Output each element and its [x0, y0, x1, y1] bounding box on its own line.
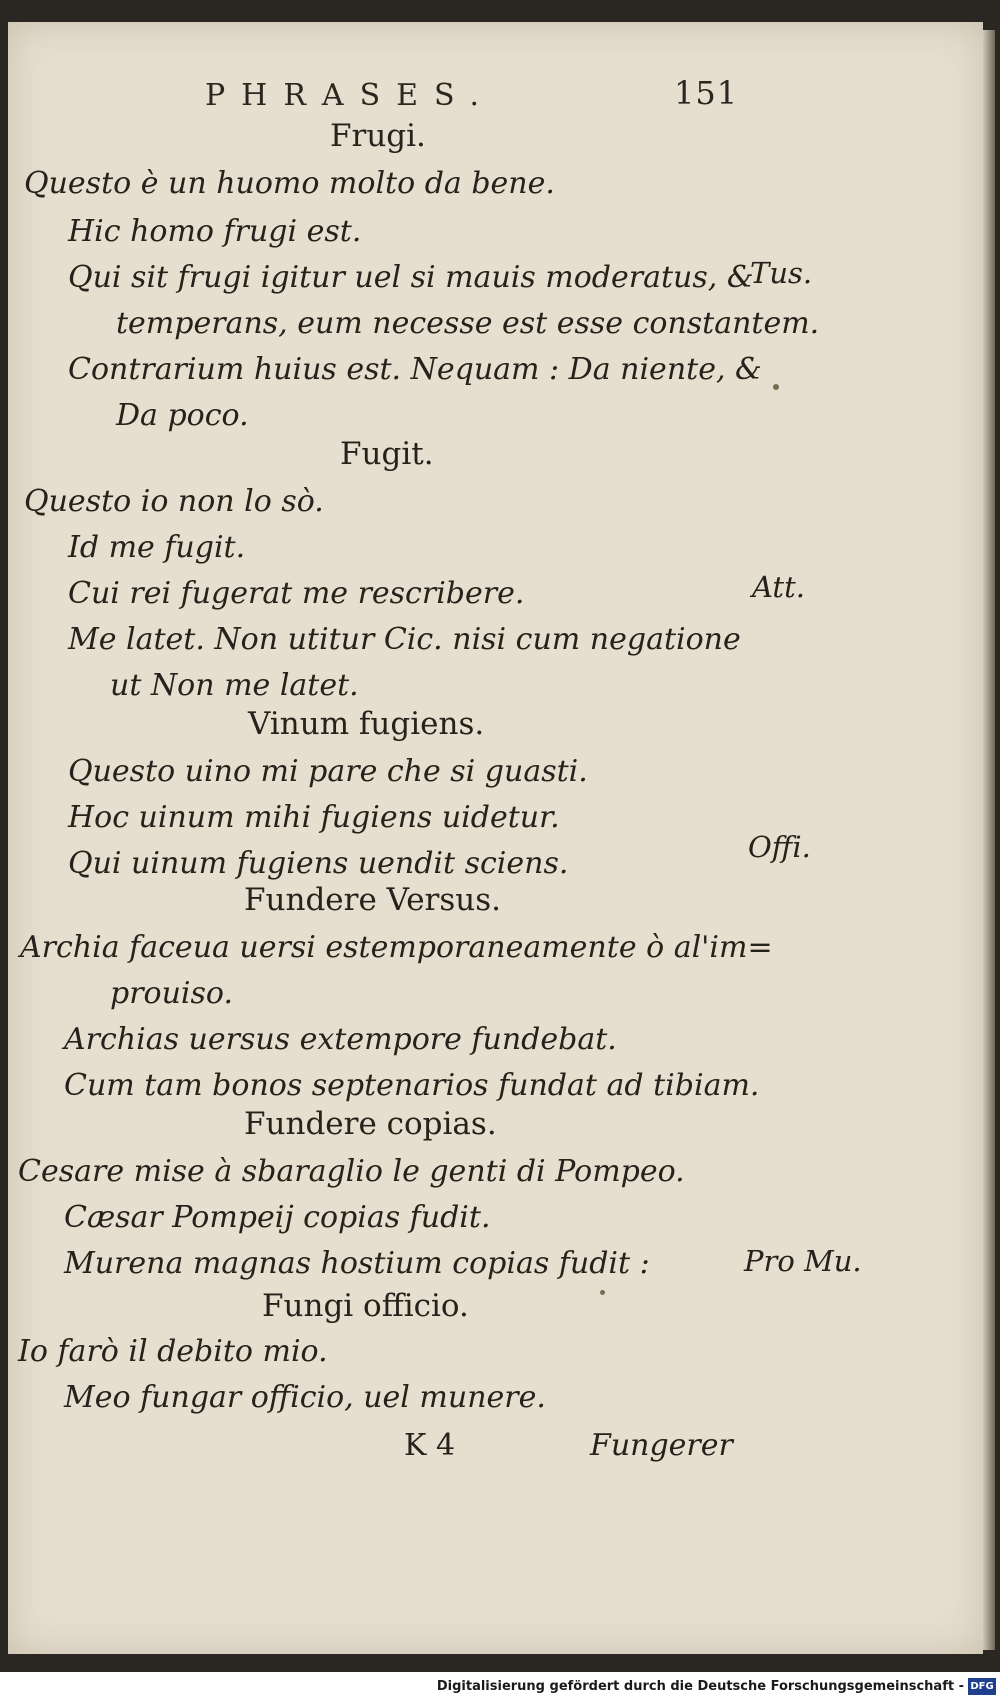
entry-line: prouiso. — [110, 976, 233, 1011]
digitization-credit: Digitalisierung gefördert durch die Deutsche Forschungsgemeinschaft - — [436, 1679, 964, 1694]
signature-mark: K 4 — [404, 1428, 456, 1463]
margin-reference: Offi. — [748, 830, 811, 864]
entry-line: Archia faceua uersi estemporaneamente ò al'im= — [20, 930, 773, 965]
entry-line: ut Non me latet. — [110, 668, 359, 703]
dfg-logo: DFG — [968, 1678, 996, 1695]
entry-line: Hic homo frugi est. — [68, 214, 362, 249]
entry-line: Meo fungar officio, uel munere. — [64, 1380, 546, 1415]
margin-reference: Att. — [752, 570, 805, 604]
entry-line: Cæsar Pompeij copias fudit. — [64, 1200, 491, 1235]
running-title: PHRASES. — [205, 78, 496, 113]
entry-line: temperans, eum necesse est esse constantem. — [116, 306, 820, 341]
entry-line: Murena magnas hostium copias fudit : — [64, 1246, 650, 1281]
entry-heading: Frugi. — [330, 118, 426, 154]
entry-heading: Fugit. — [340, 436, 434, 472]
ink-speck — [773, 384, 779, 390]
entry-line: Qui uinum fugiens uendit sciens. — [68, 846, 569, 881]
margin-reference: Pro Mu. — [744, 1244, 862, 1278]
entry-line: Cesare mise à sbaraglio le genti di Pompeo. — [18, 1154, 685, 1189]
page-edge — [983, 30, 995, 1650]
digitization-band — [0, 1672, 1000, 1704]
entry-line: Contrarium huius est. Nequam : Da niente, & — [68, 352, 762, 387]
entry-line: Cum tam bonos septenarios fundat ad tibiam. — [64, 1068, 760, 1103]
entry-line: Da poco. — [116, 398, 249, 433]
entry-line: Questo io non lo sò. — [24, 484, 324, 519]
entry-line: Cui rei fugerat me rescribere. — [68, 576, 525, 611]
margin-reference: Tus. — [750, 256, 813, 290]
entry-line: Hoc uinum mihi fugiens uidetur. — [68, 800, 560, 835]
entry-line: Qui sit frugi igitur uel si mauis moderatus, & — [68, 260, 754, 295]
ink-speck — [600, 1290, 605, 1295]
catchword: Fungerer — [590, 1428, 733, 1463]
entry-heading: Fundere copias. — [244, 1106, 497, 1142]
entry-heading: Vinum fugiens. — [248, 706, 485, 742]
entry-line: Questo uino mi pare che si guasti. — [68, 754, 588, 789]
entry-line: Id me fugit. — [68, 530, 246, 565]
entry-line: Questo è un huomo molto da bene. — [24, 166, 555, 201]
entry-line: Io farò il debito mio. — [18, 1334, 328, 1369]
entry-line: Me latet. Non utitur Cic. nisi cum negatione — [68, 622, 741, 657]
entry-line: Archias uersus extempore fundebat. — [64, 1022, 617, 1057]
entry-heading: Fungi officio. — [262, 1288, 469, 1324]
entry-heading: Fundere Versus. — [244, 882, 501, 918]
page-number: 151 — [674, 74, 739, 112]
